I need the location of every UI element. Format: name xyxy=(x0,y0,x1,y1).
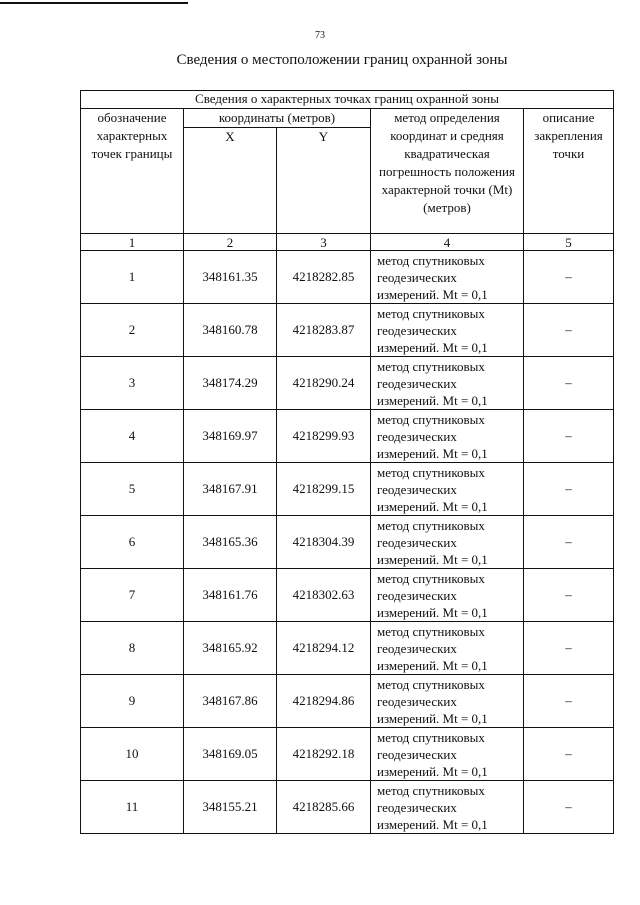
point-cell: 11 xyxy=(81,781,184,834)
table-row xyxy=(81,463,614,516)
y-coordinate-cell: 4218283.87 xyxy=(277,304,371,357)
description-cell: – xyxy=(524,516,614,569)
top-rule xyxy=(0,2,188,4)
x-coordinate-cell: 348174.29 xyxy=(184,357,277,410)
column-number: 2 xyxy=(184,234,277,251)
point-cell: 7 xyxy=(81,569,184,622)
column-number: 5 xyxy=(524,234,614,251)
point-cell: 5 xyxy=(81,463,184,516)
method-cell: метод спутниковых геодезических измерений. Mt = 0,1 xyxy=(371,516,524,569)
x-coordinate-cell: 348167.91 xyxy=(184,463,277,516)
x-coordinate-cell: 348160.78 xyxy=(184,304,277,357)
point-cell: 8 xyxy=(81,622,184,675)
description-cell: – xyxy=(524,569,614,622)
method-cell: метод спутниковых геодезических измерений. Mt = 0,1 xyxy=(371,781,524,834)
x-coordinate-cell: 348165.92 xyxy=(184,622,277,675)
description-cell: – xyxy=(524,622,614,675)
description-cell: – xyxy=(524,781,614,834)
method-cell: метод спутниковых геодезических измерений. Mt = 0,1 xyxy=(371,410,524,463)
y-coordinate-cell: 4218299.15 xyxy=(277,463,371,516)
x-coordinate-cell: 348161.76 xyxy=(184,569,277,622)
x-coordinate-cell: 348169.97 xyxy=(184,410,277,463)
point-cell: 6 xyxy=(81,516,184,569)
table-row xyxy=(81,251,614,304)
y-coordinate-cell: 4218282.85 xyxy=(277,251,371,304)
column-number: 1 xyxy=(81,234,184,251)
column-number: 3 xyxy=(277,234,371,251)
description-cell: – xyxy=(524,304,614,357)
method-cell: метод спутниковых геодезических измерений. Mt = 0,1 xyxy=(371,463,524,516)
method-cell: метод спутниковых геодезических измерений. Mt = 0,1 xyxy=(371,357,524,410)
y-coordinate-cell: 4218290.24 xyxy=(277,357,371,410)
description-cell: – xyxy=(524,728,614,781)
method-cell: метод спутниковых геодезических измерений. Mt = 0,1 xyxy=(371,569,524,622)
method-cell: метод спутниковых геодезических измерений. Mt = 0,1 xyxy=(371,304,524,357)
table-row xyxy=(81,675,614,728)
point-cell: 2 xyxy=(81,304,184,357)
method-cell: метод спутниковых геодезических измерений. Mt = 0,1 xyxy=(371,728,524,781)
y-coordinate-cell: 4218294.12 xyxy=(277,622,371,675)
table-row xyxy=(81,304,614,357)
method-cell: метод спутниковых геодезических измерений. Mt = 0,1 xyxy=(371,622,524,675)
description-cell: – xyxy=(524,675,614,728)
description-cell: – xyxy=(524,463,614,516)
page-number: 73 xyxy=(315,30,325,41)
description-cell: – xyxy=(524,410,614,463)
y-coordinate-cell: 4218285.66 xyxy=(277,781,371,834)
table-row xyxy=(81,569,614,622)
y-coordinate-cell: 4218304.39 xyxy=(277,516,371,569)
y-coordinate-cell: 4218294.86 xyxy=(277,675,371,728)
table-main-header: Сведения о характерных точках границ охранной зоны xyxy=(81,91,614,109)
point-cell: 9 xyxy=(81,675,184,728)
table-row xyxy=(81,622,614,675)
description-cell: – xyxy=(524,251,614,304)
point-cell: 3 xyxy=(81,357,184,410)
x-coordinate-cell: 348169.05 xyxy=(184,728,277,781)
y-coordinate-cell: 4218292.18 xyxy=(277,728,371,781)
y-coordinate-cell: 4218299.93 xyxy=(277,410,371,463)
header-x: X xyxy=(184,128,277,234)
point-cell: 1 xyxy=(81,251,184,304)
header-y: Y xyxy=(277,128,371,234)
x-coordinate-cell: 348161.35 xyxy=(184,251,277,304)
x-coordinate-cell: 348155.21 xyxy=(184,781,277,834)
x-coordinate-cell: 348165.36 xyxy=(184,516,277,569)
table-row xyxy=(81,728,614,781)
header-description: описание закрепления точки xyxy=(524,109,614,234)
point-cell: 10 xyxy=(81,728,184,781)
header-coordinates: координаты (метров) xyxy=(184,109,371,128)
table-row xyxy=(81,410,614,463)
point-cell: 4 xyxy=(81,410,184,463)
boundary-points-table xyxy=(80,90,614,834)
header-point-designation: обозначение характерных точек границы xyxy=(81,109,184,234)
header-method: метод определения координат и средняя квадратическая погрешность положения характерной точки (Mt) (метров) xyxy=(371,109,524,234)
table-row xyxy=(81,516,614,569)
table-row xyxy=(81,357,614,410)
method-cell: метод спутниковых геодезических измерений. Mt = 0,1 xyxy=(371,675,524,728)
y-coordinate-cell: 4218302.63 xyxy=(277,569,371,622)
method-cell: метод спутниковых геодезических измерений. Mt = 0,1 xyxy=(371,251,524,304)
description-cell: – xyxy=(524,357,614,410)
x-coordinate-cell: 348167.86 xyxy=(184,675,277,728)
table-row xyxy=(81,781,614,834)
column-number: 4 xyxy=(371,234,524,251)
page-title: Сведения о местоположении границ охранной зоны xyxy=(176,52,508,68)
